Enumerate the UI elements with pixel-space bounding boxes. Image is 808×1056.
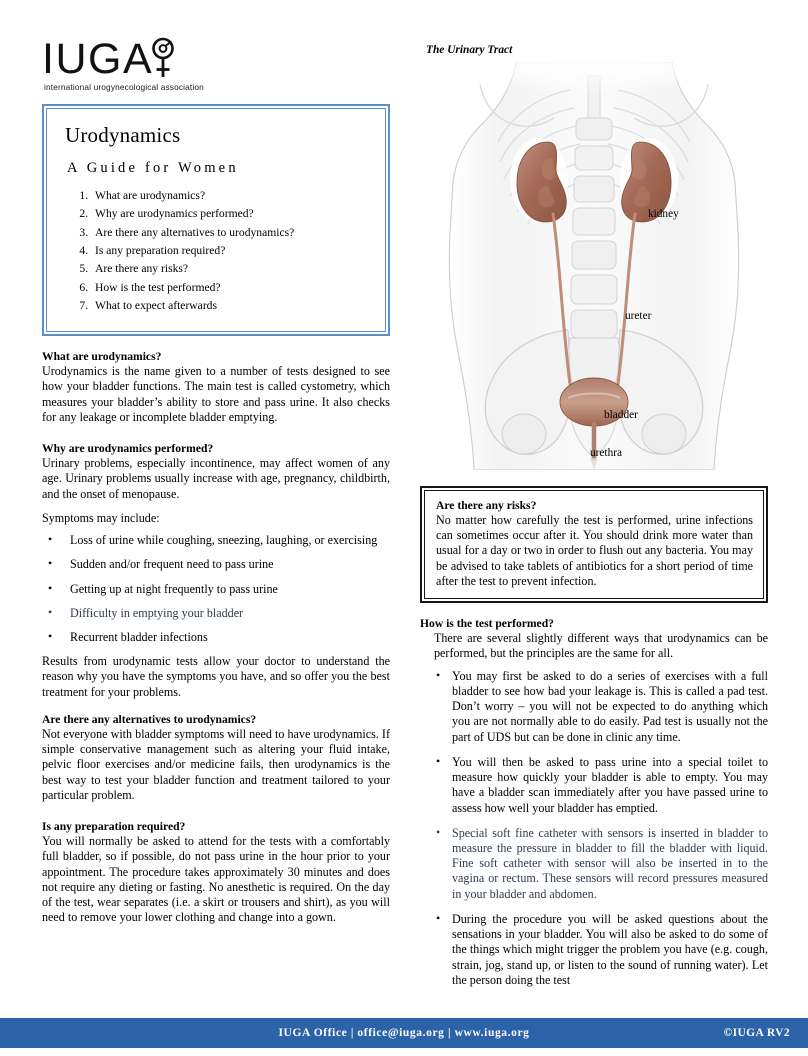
- section-body: No matter how carefully the test is performed, urine infections can sometimes occur after it. You should drink more water than usual for a day or two in order to flush out any bacteria. You may be advised to take tablets of antibiotics for a short period of time after the test to prevent infection.: [436, 513, 753, 588]
- list-item: 6. How is the test performed?: [91, 279, 369, 297]
- figure-label-bladder: bladder: [604, 409, 638, 421]
- logo-wordmark: IUGA: [42, 35, 154, 84]
- symptoms-list: [42, 533, 390, 645]
- figure-title: The Urinary Tract: [426, 44, 513, 56]
- procedure-steps-list: [420, 669, 768, 988]
- list-item: • You will then be asked to pass urine into a special toilet to measure how quickly your bladder is able to empty. You may have a bladder scan immediately after you have passed urine to assess how well your bladder has emptied.: [420, 755, 768, 816]
- list-item: 3. Are there any alternatives to urodynamics?: [91, 224, 369, 242]
- footer-copyright: ©IUGA RV2: [723, 1027, 790, 1039]
- list-item: • Loss of urine while coughing, sneezing, laughing, or exercising: [42, 533, 390, 548]
- section-body: Urodynamics is the name given to a number of tests designed to see how your bladder functions. The main test is called cystometry, which measures your bladder’s ability to store and pass urine. It also checks for any leakage or incomplete bladder emptying.: [42, 364, 390, 424]
- section-heading: Are there any risks?: [436, 499, 537, 512]
- iuga-logo: [42, 36, 390, 92]
- list-item: • Recurrent bladder infections: [42, 630, 390, 645]
- figure-label-kidney: kidney: [648, 208, 679, 220]
- contents-list: [65, 187, 369, 315]
- section-heading: How is the test performed?: [420, 617, 554, 631]
- list-item: • Difficulty in emptying your bladder: [42, 606, 390, 621]
- kidney-left: [510, 138, 568, 222]
- right-column: [420, 44, 768, 998]
- symptoms-lead: Symptoms may include:: [42, 510, 160, 525]
- title-box-inner: [46, 108, 386, 332]
- figure-label-urethra: urethra: [590, 447, 622, 459]
- list-item: 1. What are urodynamics?: [91, 187, 369, 205]
- footer-contact: IUGA Office | office@iuga.org | www.iuga.org: [278, 1027, 530, 1039]
- section-why-performed: [42, 442, 390, 700]
- risks-box-inner: [424, 490, 764, 599]
- section-how-performed: [420, 617, 768, 988]
- urinary-tract-figure: [420, 62, 768, 470]
- page-footer: [0, 1018, 808, 1048]
- list-item: 7. What to expect afterwards: [91, 297, 369, 315]
- section-heading: Why are urodynamics performed?: [42, 442, 214, 456]
- list-item: • Sudden and/or frequent need to pass urine: [42, 557, 390, 572]
- figure-label-ureter: ureter: [625, 310, 652, 322]
- section-body: You will normally be asked to attend for the tests with a comfortably full bladder, so if possible, do not pass urine in the hour prior to your appointment. The procedure takes approximately 30 minutes and does not require any dieting or fasting. No anesthetic is required. On the day of the test, wear separates (i.e. a skirt or trousers and shirt), as you will need to remove your lower clothing and change into a gown.: [42, 834, 390, 925]
- title-box: [42, 104, 390, 336]
- section-body: Urinary problems, especially incontinence, may affect women of any age. Urinary problems usually increase with age, pregnancy, childbirth, and the onset of menopause.: [42, 456, 390, 501]
- section-what-are-urodynamics: [42, 350, 390, 425]
- risks-callout-box: [420, 486, 768, 603]
- section-intro: There are several slightly different ways that urodynamics can be performed, but the principles are the same for all.: [434, 631, 768, 661]
- list-item: • You may first be asked to do a series of exercises with a full bladder to see how bad your leakage is. This is called a pad test. Don’t worry – you will not be expected to do anything which you are not normally able to do easily. Pad test is usually not the part of UDS but can be done in clinic any time.: [420, 669, 768, 745]
- section-body: Not everyone with bladder symptoms will need to have urodynamics. If simple conservative management such as altering your fluid intake, pelvic floor exercises and/or medicine fails, then urodynamics is the best way to test your bladder function and treatment tailored to your particular problem.: [42, 726, 390, 802]
- logo-row: [42, 35, 390, 84]
- logo-tagline: international urogynecological association: [44, 82, 204, 92]
- list-item: 4. Is any preparation required?: [91, 242, 369, 260]
- section-closing: Results from urodynamic tests allow your doctor to understand the reason why you have the symptoms you have, and so offer you the best treatment for your problems.: [42, 654, 390, 699]
- list-item: • During the procedure you will be asked questions about the sensations in your bladder. You will also be asked to do some of the things which might trigger the problem you have (e.g. cough, strain, jog, stand up, or listen to the sound of running water). Let the person doing the test: [420, 912, 768, 988]
- left-column: [42, 36, 390, 943]
- anatomy-illustration: [420, 62, 768, 470]
- page-title: Urodynamics: [65, 123, 181, 147]
- section-heading: What are urodynamics?: [42, 350, 162, 364]
- list-item: 2. Why are urodynamics performed?: [91, 205, 369, 223]
- section-heading: Is any preparation required?: [42, 820, 186, 834]
- list-item: 5. Are there any risks?: [91, 260, 369, 278]
- section-alternatives: [42, 713, 390, 803]
- section-preparation: [42, 820, 390, 925]
- list-item: • Special soft fine catheter with sensors is inserted in bladder to measure the pressure in bladder to fill the bladder with liquid. Fine soft catheter with sensor will also be inserted in to the vagina or rectum. These sensors will record pressures measured in your bladder and abdomen.: [420, 826, 768, 902]
- page-subtitle: A Guide for Women: [67, 160, 239, 176]
- venus-symbol-icon: [150, 36, 176, 80]
- list-item: • Getting up at night frequently to pass urine: [42, 582, 390, 597]
- section-heading: Are there any alternatives to urodynamics?: [42, 712, 257, 726]
